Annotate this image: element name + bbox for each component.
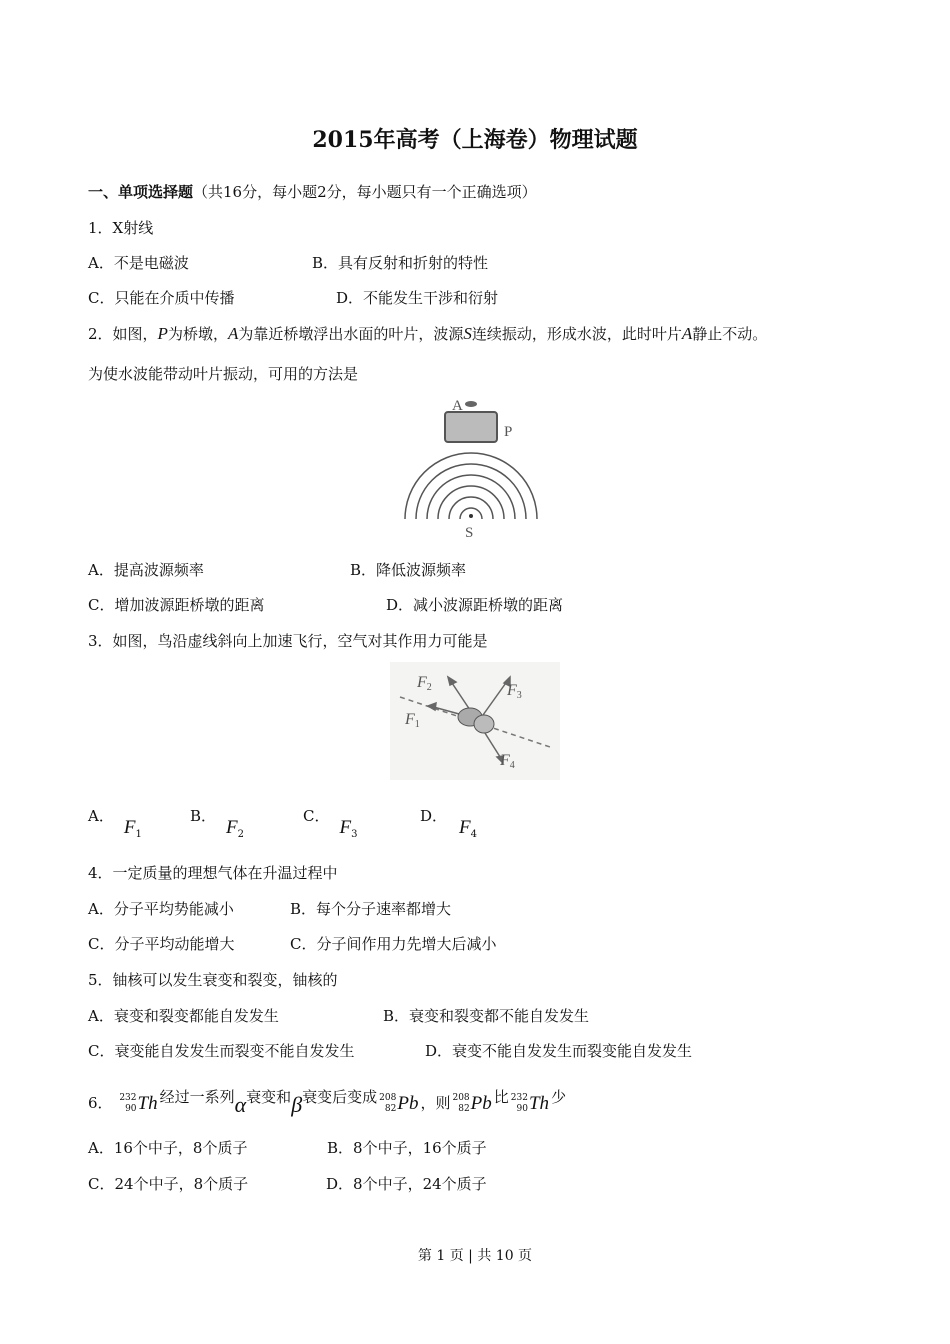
q1-option-d: D．不能发生干涉和衍射 xyxy=(336,289,499,307)
option-label: A． xyxy=(88,807,114,825)
text: 为靠近桥墩浮出水面的叶片，波源 xyxy=(238,325,464,343)
text: 为桥墩， xyxy=(167,325,228,343)
q2-stem xyxy=(88,324,767,344)
q5-stem: 5．铀核可以发生衰变和裂变，铀核的 xyxy=(88,971,338,989)
subscript: 3 xyxy=(351,829,358,840)
atomic-number: 90 xyxy=(516,1104,528,1114)
pier-block xyxy=(445,412,497,442)
text: 少 xyxy=(551,1088,567,1106)
mass-number: 232 xyxy=(119,1093,137,1103)
page-title: 2015年高考（上海卷）物理试题 xyxy=(312,127,638,153)
text: 静止不动。 xyxy=(692,325,768,343)
question-number: 6． xyxy=(88,1094,113,1112)
q3-option-d xyxy=(420,806,478,840)
option-label: B． xyxy=(190,807,217,825)
atomic-number: 82 xyxy=(458,1104,470,1114)
mass-number: 208 xyxy=(379,1093,397,1103)
q2-option-a: A．提高波源频率 xyxy=(88,561,204,579)
q4-option-c: C．分子平均动能增大 xyxy=(88,935,235,953)
q5-option-a: A．衰变和裂变都能自发发生 xyxy=(88,1007,279,1025)
q5-option-b: B．衰变和裂变都不能自发发生 xyxy=(383,1007,590,1025)
label-f3: F3 xyxy=(507,682,522,701)
label-p: P xyxy=(504,424,513,440)
element-symbol: Pb xyxy=(470,1093,492,1114)
mass-number: 208 xyxy=(452,1093,470,1103)
alpha-symbol: α xyxy=(234,1092,247,1117)
atomic-number: 82 xyxy=(384,1104,397,1114)
section-heading xyxy=(88,182,537,202)
q4-option-a: A．分子平均势能减小 xyxy=(88,900,234,918)
label-s: S xyxy=(465,525,474,541)
text: ，则 xyxy=(420,1094,451,1112)
q1-option-a: A．不是电磁波 xyxy=(88,254,189,272)
option-label: C． xyxy=(303,807,330,825)
label-f2: F2 xyxy=(417,674,432,693)
q6-option-c: C．24个中子，8个质子 xyxy=(88,1175,249,1193)
q6-option-d: D．8个中子，24个质子 xyxy=(326,1175,487,1193)
element-symbol: Th xyxy=(137,1093,158,1114)
q6-stem xyxy=(88,1082,566,1120)
lead-nuclide xyxy=(379,1089,418,1119)
thorium-nuclide xyxy=(119,1089,157,1119)
subscript: 4 xyxy=(470,829,478,840)
q4-option-d: C．分子间作用力先增大后减小 xyxy=(290,935,497,953)
label-f4: F4 xyxy=(500,752,515,771)
mass-number: 232 xyxy=(510,1093,528,1103)
q3-stem: 3．如图，鸟沿虚线斜向上加速飞行，空气对其作用力可能是 xyxy=(88,632,488,650)
q1-option-b: B．具有反射和折射的特性 xyxy=(312,254,489,272)
source-dot xyxy=(469,514,473,518)
q4-option-b: B．每个分子速率都增大 xyxy=(290,900,452,918)
q4-stem: 4．一定质量的理想气体在升温过程中 xyxy=(88,864,338,882)
text: 比 xyxy=(493,1088,509,1106)
section-title: 一、单项选择题 xyxy=(88,183,194,201)
q1-option-c: C．只能在介质中传播 xyxy=(88,289,235,307)
element-symbol: Th xyxy=(528,1093,550,1114)
label-a: A xyxy=(452,398,463,414)
page-footer: 第 1 页 | 共 10 页 xyxy=(417,1248,533,1264)
q2-option-c: C．增加波源距桥墩的距离 xyxy=(88,596,265,614)
q2-stem-line2: 为使水波能带动叶片振动，可用的方法是 xyxy=(88,365,359,383)
bird-force-figure xyxy=(390,662,560,780)
text: 衰变和 xyxy=(246,1088,292,1106)
subscript: 1 xyxy=(135,829,142,840)
symbol: P xyxy=(157,324,168,343)
wave-arcs xyxy=(405,453,537,519)
q2-option-b: B．降低波源频率 xyxy=(350,561,467,579)
wave-figure xyxy=(395,392,545,542)
symbol: A xyxy=(681,324,693,343)
q6-option-b: B．8个中子，16个质子 xyxy=(327,1139,487,1157)
q5-option-d: D．衰变不能自发发生而裂变能自发发生 xyxy=(425,1042,693,1060)
q6-option-a: A．16个中子，8个质子 xyxy=(88,1139,248,1157)
q1-stem: 1．X射线 xyxy=(88,219,154,237)
text: 连续振动，形成水波，此时叶片 xyxy=(471,325,682,343)
beta-symbol: β xyxy=(291,1092,303,1117)
text: 2．如图， xyxy=(88,325,158,343)
lead-nuclide xyxy=(452,1089,491,1119)
thorium-nuclide xyxy=(511,1089,549,1119)
text: 衰变后变成 xyxy=(302,1088,378,1106)
symbol: S xyxy=(463,324,472,343)
leaf-icon xyxy=(465,401,477,407)
text: 经过一系列 xyxy=(159,1088,235,1106)
label-f1: F1 xyxy=(405,711,420,730)
q2-option-d: D．减小波源距桥墩的距离 xyxy=(386,596,564,614)
symbol: A xyxy=(227,324,239,343)
element-symbol: Pb xyxy=(397,1093,419,1114)
symbol: F xyxy=(459,817,471,838)
q3-option-a xyxy=(88,806,142,840)
q3-option-c xyxy=(303,806,358,840)
section-note: （共16分，每小题2分，每小题只有一个正确选项） xyxy=(193,183,537,201)
symbol: F xyxy=(226,817,238,838)
symbol: F xyxy=(123,817,136,838)
q5-option-c: C．衰变能自发发生而裂变不能自发发生 xyxy=(88,1042,355,1060)
subscript: 2 xyxy=(237,829,245,840)
option-label: D． xyxy=(420,807,448,825)
q3-option-b xyxy=(190,806,245,840)
atomic-number: 90 xyxy=(125,1104,137,1114)
symbol: F xyxy=(339,817,352,838)
